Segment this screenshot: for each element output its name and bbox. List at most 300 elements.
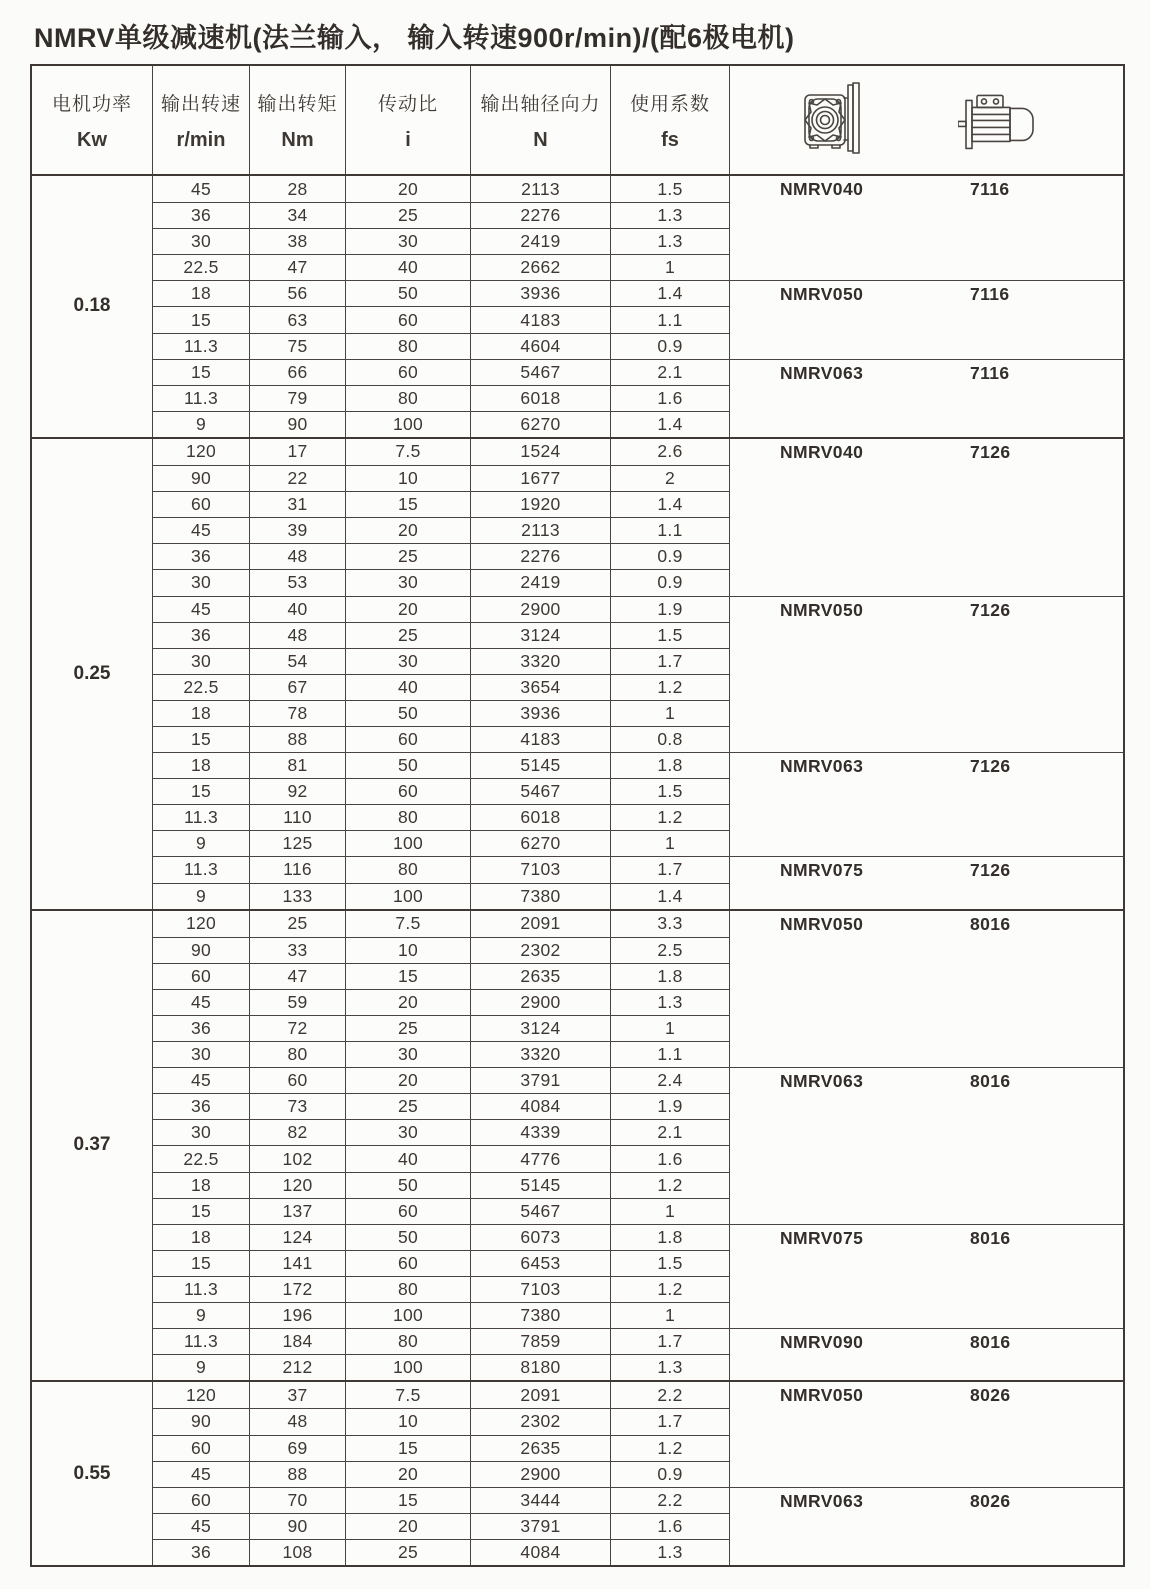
cell-fs: 0.9 (610, 1461, 729, 1487)
cell-speed: 45 (152, 1461, 249, 1487)
cell-fs: 1.5 (610, 778, 729, 804)
cell-torque: 56 (249, 280, 345, 306)
cell-fs: 0.9 (610, 569, 729, 595)
cell-fs: 1.2 (610, 674, 729, 700)
cell-torque: 25 (249, 911, 345, 937)
cell-speed: 11.3 (152, 1328, 249, 1354)
cell-fs: 1.1 (610, 517, 729, 543)
table-body (32, 176, 1123, 1565)
motor-model: 8016 (970, 913, 1011, 934)
cell-speed: 11.3 (152, 1276, 249, 1302)
cell-force: 2662 (470, 254, 610, 280)
cell-torque: 22 (249, 465, 345, 491)
cell-speed: 45 (152, 596, 249, 622)
motor-model: 8016 (970, 1332, 1011, 1353)
reducer-model: NMRV090 (780, 1332, 864, 1353)
cell-fs: 1.3 (610, 202, 729, 228)
cell-fs: 1.8 (610, 963, 729, 989)
cell-force: 3124 (470, 1015, 610, 1041)
cell-ratio: 60 (345, 778, 470, 804)
cell-torque: 81 (249, 752, 345, 778)
motor-model: 7126 (970, 599, 1011, 620)
cell-ratio: 25 (345, 202, 470, 228)
cell-speed: 15 (152, 1250, 249, 1276)
model-cell (729, 856, 1123, 908)
cell-torque: 34 (249, 202, 345, 228)
cell-torque: 48 (249, 1408, 345, 1434)
cell-speed: 22.5 (152, 1145, 249, 1171)
cell-speed: 22.5 (152, 674, 249, 700)
table-header-row (32, 66, 1123, 176)
cell-torque: 184 (249, 1328, 345, 1354)
power-section (32, 1380, 1123, 1565)
cell-force: 7380 (470, 883, 610, 909)
cell-ratio: 20 (345, 596, 470, 622)
cell-fs: 1.3 (610, 1539, 729, 1565)
cell-fs: 1.2 (610, 1276, 729, 1302)
cell-fs: 1.2 (610, 1172, 729, 1198)
cell-speed: 36 (152, 1539, 249, 1565)
model-cell (729, 911, 1123, 1068)
cell-speed: 90 (152, 465, 249, 491)
header-force (470, 66, 610, 174)
cell-torque: 141 (249, 1250, 345, 1276)
cell-speed: 11.3 (152, 856, 249, 882)
model-cell (729, 1328, 1123, 1380)
cell-force: 2635 (470, 1435, 610, 1461)
cell-torque: 92 (249, 778, 345, 804)
model-cell (729, 1487, 1123, 1565)
cell-force: 2900 (470, 989, 610, 1015)
cell-force: 3654 (470, 674, 610, 700)
cell-force: 7103 (470, 856, 610, 882)
cell-force: 5145 (470, 1172, 610, 1198)
cell-fs: 1.4 (610, 883, 729, 909)
cell-ratio: 20 (345, 1513, 470, 1539)
cell-torque: 31 (249, 491, 345, 517)
cell-torque: 124 (249, 1224, 345, 1250)
cell-torque: 79 (249, 385, 345, 411)
header-power-unit: Kw (77, 128, 107, 151)
cell-fs: 1 (610, 254, 729, 280)
cell-ratio: 100 (345, 1354, 470, 1380)
cell-force: 6453 (470, 1250, 610, 1276)
cell-ratio: 20 (345, 989, 470, 1015)
cell-ratio: 100 (345, 830, 470, 856)
cell-speed: 45 (152, 1513, 249, 1539)
cell-speed: 30 (152, 1041, 249, 1067)
cell-speed: 15 (152, 359, 249, 385)
cell-fs: 2.2 (610, 1487, 729, 1513)
cell-ratio: 30 (345, 1119, 470, 1145)
cell-force: 4183 (470, 726, 610, 752)
cell-ratio: 50 (345, 1224, 470, 1250)
cell-force: 1677 (470, 465, 610, 491)
cell-force: 4183 (470, 306, 610, 332)
cell-torque: 88 (249, 726, 345, 752)
cell-ratio: 40 (345, 1145, 470, 1171)
cell-fs: 2.5 (610, 937, 729, 963)
motor-power-value: 0.18 (73, 295, 111, 317)
cell-speed: 9 (152, 1302, 249, 1328)
cell-ratio: 40 (345, 254, 470, 280)
cell-force: 7380 (470, 1302, 610, 1328)
cell-speed: 36 (152, 202, 249, 228)
cell-force: 3320 (470, 1041, 610, 1067)
cell-ratio: 25 (345, 543, 470, 569)
cell-torque: 59 (249, 989, 345, 1015)
model-cell (729, 1224, 1123, 1328)
cell-speed: 90 (152, 937, 249, 963)
cell-ratio: 7.5 (345, 1382, 470, 1408)
header-fs-unit: fs (661, 128, 679, 151)
cell-ratio: 30 (345, 648, 470, 674)
cell-torque: 90 (249, 411, 345, 437)
cell-torque: 137 (249, 1198, 345, 1224)
header-torque-unit: Nm (281, 128, 314, 151)
header-ratio-unit: i (405, 128, 411, 151)
header-force-unit: N (533, 128, 548, 151)
cell-force: 2635 (470, 963, 610, 989)
cell-ratio: 15 (345, 491, 470, 517)
cell-fs: 1.3 (610, 228, 729, 254)
cell-fs: 1.6 (610, 1513, 729, 1539)
cell-ratio: 50 (345, 280, 470, 306)
cell-force: 6018 (470, 804, 610, 830)
header-fs-label: 使用系数 (629, 93, 710, 115)
model-cell (729, 1067, 1123, 1224)
cell-ratio: 80 (345, 385, 470, 411)
cell-ratio: 50 (345, 752, 470, 778)
cell-torque: 120 (249, 1172, 345, 1198)
header-speed (152, 66, 249, 174)
reducer-model: NMRV050 (780, 1385, 864, 1406)
cell-fs: 1.5 (610, 622, 729, 648)
cell-torque: 37 (249, 1382, 345, 1408)
motor-model: 7116 (970, 284, 1010, 305)
cell-torque: 102 (249, 1145, 345, 1171)
cell-force: 6270 (470, 830, 610, 856)
cell-speed: 18 (152, 1224, 249, 1250)
cell-ratio: 7.5 (345, 439, 470, 465)
cell-force: 2419 (470, 569, 610, 595)
cell-force: 6270 (470, 411, 610, 437)
header-force-label: 输出轴径向力 (480, 93, 601, 115)
cell-torque: 47 (249, 254, 345, 280)
motor-model: 7116 (970, 362, 1010, 383)
cell-ratio: 20 (345, 1461, 470, 1487)
worm-gearbox-icon (802, 82, 864, 158)
power-section (32, 437, 1123, 909)
cell-speed: 45 (152, 1067, 249, 1093)
cell-force: 7859 (470, 1328, 610, 1354)
motor-model: 7116 (970, 179, 1010, 199)
cell-torque: 69 (249, 1435, 345, 1461)
cell-force: 2302 (470, 937, 610, 963)
cell-fs: 1.9 (610, 1093, 729, 1119)
cell-ratio: 15 (345, 1435, 470, 1461)
cell-torque: 212 (249, 1354, 345, 1380)
cell-fs: 0.9 (610, 543, 729, 569)
cell-torque: 63 (249, 306, 345, 332)
cell-force: 7103 (470, 1276, 610, 1302)
cell-torque: 39 (249, 517, 345, 543)
cell-ratio: 50 (345, 700, 470, 726)
cell-speed: 60 (152, 963, 249, 989)
cell-fs: 1 (610, 1198, 729, 1224)
model-cell (729, 752, 1123, 856)
cell-speed: 45 (152, 517, 249, 543)
cell-speed: 36 (152, 543, 249, 569)
model-cell (729, 1382, 1123, 1486)
reducer-model: NMRV040 (780, 441, 864, 462)
cell-fs: 1.7 (610, 1328, 729, 1354)
page-title: NMRV单级减速机(法兰输入， 输入转速900r/min)/(配6极电机) (34, 23, 795, 53)
cell-fs: 1.1 (610, 306, 729, 332)
cell-ratio: 30 (345, 1041, 470, 1067)
cell-force: 3320 (470, 648, 610, 674)
cell-torque: 72 (249, 1015, 345, 1041)
cell-speed: 15 (152, 778, 249, 804)
cell-fs: 1 (610, 1302, 729, 1328)
cell-force: 3936 (470, 700, 610, 726)
cell-ratio: 20 (345, 176, 470, 202)
cell-torque: 108 (249, 1539, 345, 1565)
model-cell (729, 280, 1123, 358)
motor-model: 8026 (970, 1490, 1011, 1511)
cell-fs: 1.1 (610, 1041, 729, 1067)
model-cell (729, 439, 1123, 596)
cell-torque: 133 (249, 883, 345, 909)
header-torque (249, 66, 345, 174)
cell-speed: 45 (152, 176, 249, 202)
header-models (729, 66, 1123, 174)
cell-torque: 60 (249, 1067, 345, 1093)
cell-torque: 53 (249, 569, 345, 595)
cell-speed: 60 (152, 491, 249, 517)
cell-torque: 82 (249, 1119, 345, 1145)
cell-force: 8180 (470, 1354, 610, 1380)
cell-torque: 172 (249, 1276, 345, 1302)
cell-fs: 1.9 (610, 596, 729, 622)
cell-ratio: 25 (345, 1539, 470, 1565)
cell-fs: 1.4 (610, 411, 729, 437)
cell-torque: 70 (249, 1487, 345, 1513)
cell-force: 3936 (470, 280, 610, 306)
header-power-label: 电机功率 (51, 93, 132, 115)
cell-torque: 125 (249, 830, 345, 856)
reducer-model: NMRV063 (780, 1490, 864, 1511)
cell-torque: 90 (249, 1513, 345, 1539)
header-ratio-label: 传动比 (377, 93, 438, 115)
cell-fs: 2.4 (610, 1067, 729, 1093)
cell-force: 6018 (470, 385, 610, 411)
cell-ratio: 20 (345, 517, 470, 543)
cell-ratio: 100 (345, 1302, 470, 1328)
cell-torque: 40 (249, 596, 345, 622)
model-cell (729, 176, 1123, 280)
power-section (32, 909, 1123, 1381)
reducer-model: NMRV050 (780, 599, 864, 620)
cell-torque: 75 (249, 333, 345, 359)
cell-force: 6073 (470, 1224, 610, 1250)
cell-speed: 15 (152, 306, 249, 332)
cell-fs: 1.2 (610, 804, 729, 830)
reducer-model: NMRV075 (780, 860, 864, 881)
cell-ratio: 30 (345, 228, 470, 254)
cell-force: 5145 (470, 752, 610, 778)
cell-fs: 1.5 (610, 1250, 729, 1276)
reducer-model: NMRV063 (780, 756, 864, 777)
cell-speed: 60 (152, 1435, 249, 1461)
cell-ratio: 10 (345, 465, 470, 491)
cell-fs: 1.3 (610, 1354, 729, 1380)
header-ratio (345, 66, 470, 174)
cell-fs: 1.7 (610, 648, 729, 674)
cell-force: 4604 (470, 333, 610, 359)
cell-ratio: 25 (345, 622, 470, 648)
cell-ratio: 60 (345, 1198, 470, 1224)
cell-torque: 28 (249, 176, 345, 202)
cell-fs: 2.1 (610, 1119, 729, 1145)
cell-torque: 88 (249, 1461, 345, 1487)
cell-fs: 2 (610, 465, 729, 491)
spec-table (30, 64, 1125, 1567)
cell-fs: 3.3 (610, 911, 729, 937)
cell-speed: 120 (152, 439, 249, 465)
cell-speed: 120 (152, 911, 249, 937)
cell-force: 2302 (470, 1408, 610, 1434)
cell-fs: 1.8 (610, 752, 729, 778)
cell-fs: 1.6 (610, 385, 729, 411)
cell-torque: 54 (249, 648, 345, 674)
cell-ratio: 80 (345, 1276, 470, 1302)
cell-force: 2276 (470, 543, 610, 569)
cell-torque: 33 (249, 937, 345, 963)
cell-ratio: 80 (345, 804, 470, 830)
cell-torque: 66 (249, 359, 345, 385)
header-speed-unit: r/min (176, 128, 226, 151)
cell-speed: 36 (152, 1015, 249, 1041)
header-fs (610, 66, 729, 174)
cell-ratio: 50 (345, 1172, 470, 1198)
cell-ratio: 30 (345, 569, 470, 595)
cell-ratio: 15 (345, 1487, 470, 1513)
cell-speed: 9 (152, 1354, 249, 1380)
cell-speed: 11.3 (152, 804, 249, 830)
reducer-model: NMRV040 (780, 179, 864, 199)
power-section (32, 176, 1123, 437)
reducer-model: NMRV063 (780, 362, 864, 383)
cell-force: 3444 (470, 1487, 610, 1513)
header-speed-label: 输出转速 (160, 93, 241, 115)
cell-fs: 1 (610, 700, 729, 726)
cell-ratio: 80 (345, 856, 470, 882)
cell-speed: 9 (152, 830, 249, 856)
cell-fs: 2.6 (610, 439, 729, 465)
motor-power-value: 0.37 (73, 1134, 111, 1156)
cell-torque: 78 (249, 700, 345, 726)
cell-force: 4084 (470, 1093, 610, 1119)
cell-torque: 110 (249, 804, 345, 830)
cell-torque: 38 (249, 228, 345, 254)
cell-force: 5467 (470, 1198, 610, 1224)
cell-force: 3791 (470, 1513, 610, 1539)
cell-ratio: 10 (345, 937, 470, 963)
cell-ratio: 100 (345, 411, 470, 437)
model-cell (729, 596, 1123, 753)
cell-fs: 2.1 (610, 359, 729, 385)
cell-fs: 1.4 (610, 491, 729, 517)
cell-speed: 11.3 (152, 385, 249, 411)
cell-ratio: 60 (345, 726, 470, 752)
cell-force: 2091 (470, 911, 610, 937)
cell-ratio: 25 (345, 1093, 470, 1119)
motor-model: 7126 (970, 756, 1011, 777)
cell-speed: 90 (152, 1408, 249, 1434)
header-torque-label: 输出转矩 (257, 93, 338, 115)
motor-model: 7126 (970, 860, 1011, 881)
header-power (32, 66, 152, 174)
cell-torque: 17 (249, 439, 345, 465)
cell-speed: 45 (152, 989, 249, 1015)
cell-force: 1920 (470, 491, 610, 517)
cell-speed: 18 (152, 1172, 249, 1198)
motor-model: 8026 (970, 1385, 1011, 1406)
cell-force: 2419 (470, 228, 610, 254)
cell-fs: 1.7 (610, 1408, 729, 1434)
cell-speed: 36 (152, 622, 249, 648)
cell-force: 2900 (470, 1461, 610, 1487)
cell-speed: 120 (152, 1382, 249, 1408)
cell-ratio: 100 (345, 883, 470, 909)
cell-fs: 0.9 (610, 333, 729, 359)
motor-model: 8016 (970, 1071, 1011, 1092)
reducer-model: NMRV050 (780, 913, 864, 934)
motor-model: 7126 (970, 441, 1011, 462)
cell-force: 5467 (470, 359, 610, 385)
cell-fs: 1.4 (610, 280, 729, 306)
cell-speed: 60 (152, 1487, 249, 1513)
cell-force: 2113 (470, 517, 610, 543)
cell-fs: 1 (610, 1015, 729, 1041)
cell-torque: 73 (249, 1093, 345, 1119)
motor-power-value: 0.55 (73, 1462, 111, 1484)
cell-force: 2900 (470, 596, 610, 622)
cell-speed: 15 (152, 1198, 249, 1224)
cell-ratio: 15 (345, 963, 470, 989)
electric-motor-icon (958, 94, 1036, 152)
cell-force: 4084 (470, 1539, 610, 1565)
cell-ratio: 60 (345, 1250, 470, 1276)
cell-fs: 0.8 (610, 726, 729, 752)
cell-speed: 22.5 (152, 254, 249, 280)
reducer-model: NMRV063 (780, 1071, 864, 1092)
cell-ratio: 10 (345, 1408, 470, 1434)
cell-speed: 30 (152, 228, 249, 254)
cell-torque: 196 (249, 1302, 345, 1328)
cell-speed: 18 (152, 752, 249, 778)
cell-ratio: 25 (345, 1015, 470, 1041)
cell-speed: 36 (152, 1093, 249, 1119)
model-cell (729, 359, 1123, 437)
cell-torque: 116 (249, 856, 345, 882)
cell-fs: 1.8 (610, 1224, 729, 1250)
motor-model: 8016 (970, 1227, 1011, 1248)
cell-ratio: 20 (345, 1067, 470, 1093)
cell-speed: 30 (152, 569, 249, 595)
cell-ratio: 40 (345, 674, 470, 700)
